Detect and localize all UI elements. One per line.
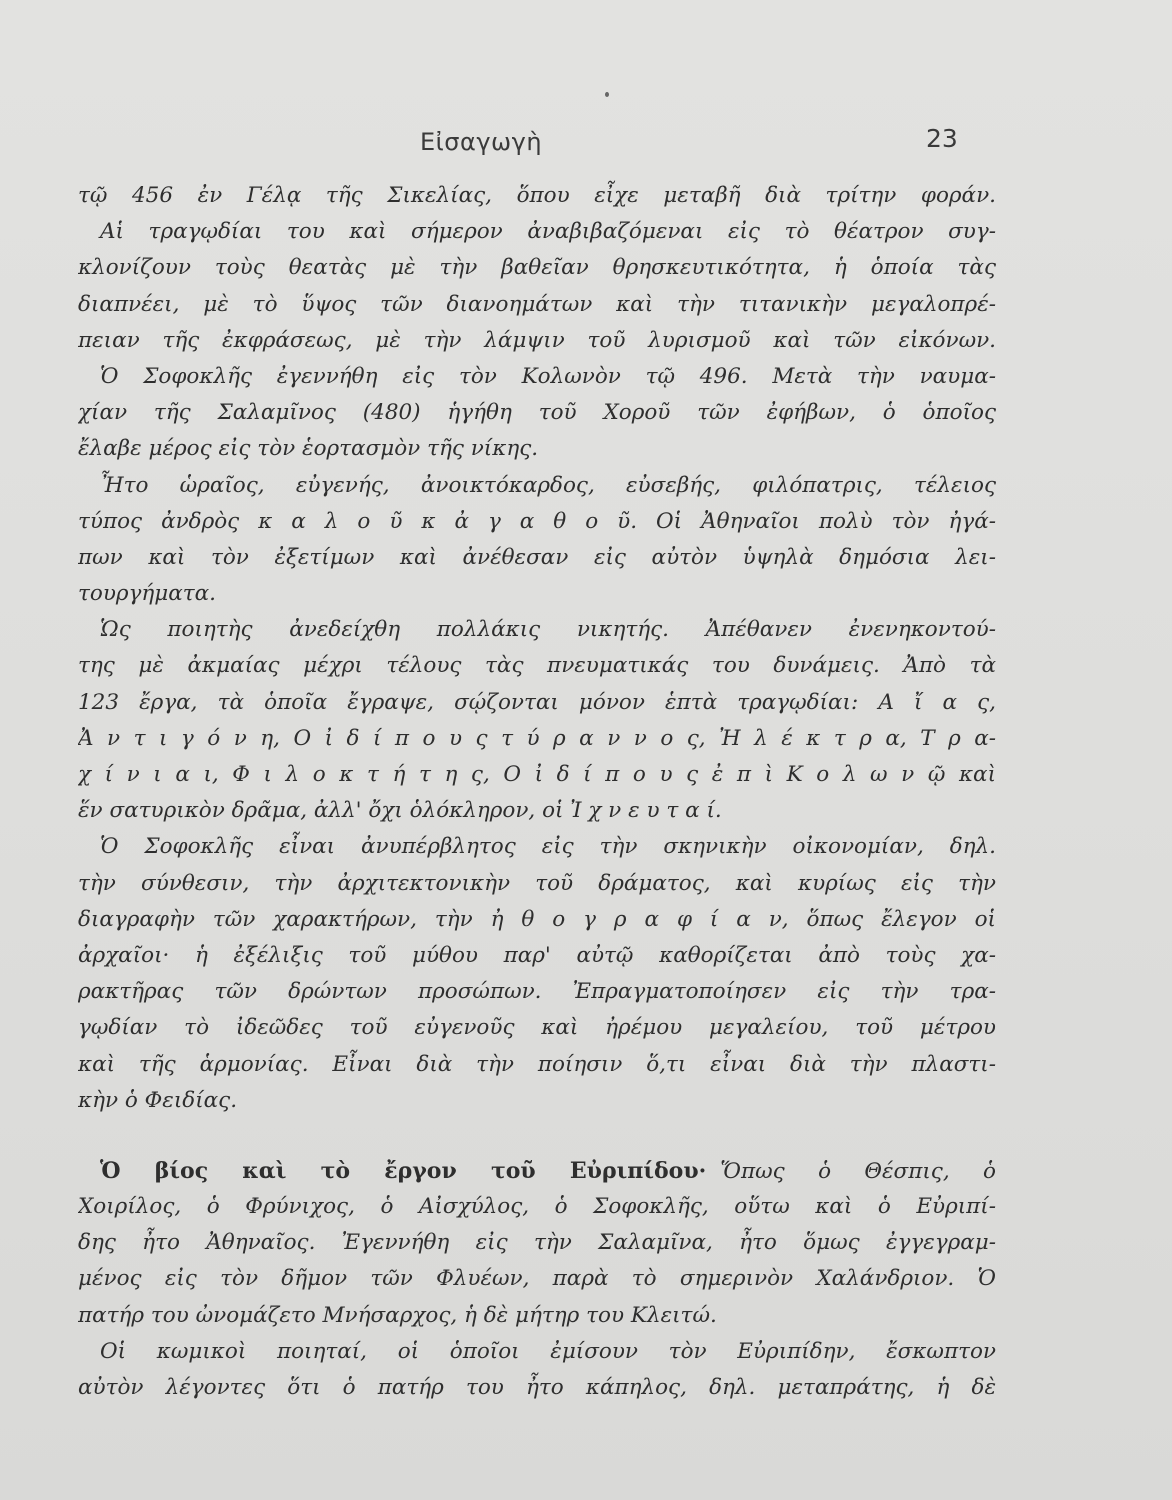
text-line: γῳδίαν τὸ ἰδεῶδες τοῦ εὐγενοῦς καὶ ἠρέμου μεγαλείου, τοῦ μέτρου bbox=[78, 1015, 996, 1041]
text-line: πατήρ του ὠνομάζετο Μνήσαρχος, ἡ δὲ μήτηρ του Κλειτώ. bbox=[78, 1302, 717, 1328]
section-heading-continuation: Ὅπως ὁ Θέσπις, ὁ bbox=[720, 1158, 996, 1184]
text-line: τὴν σύνθεσιν, τὴν ἀρχιτεκτονικὴν τοῦ δράματος, καὶ κυρίως εἰς τὴν bbox=[78, 870, 996, 896]
text-line: αὐτὸν λέγοντες ὅτι ὁ πατήρ του ἦτο κάπηλος, δηλ. μεταπράτης, ἡ δὲ bbox=[78, 1375, 996, 1400]
text-line: Οἱ κωμικοὶ ποιηταί, οἱ ὁποῖοι ἐμίσουν τὸν Εὐριπίδην, ἔσκωπτον bbox=[100, 1338, 996, 1364]
text-line: της μὲ ἀκμαίας μέχρι τέλους τὰς πνευματικάς του δυνάμεις. Ἀπὸ τὰ bbox=[78, 653, 996, 679]
text-line: τουργήματα. bbox=[78, 581, 217, 607]
section-heading: Ὁ βίος καὶ τὸ ἔργον τοῦ Εὐριπίδου· bbox=[100, 1157, 707, 1184]
text-line: καὶ τῆς ἁρμονίας. Εἶναι διὰ τὴν ποίησιν ὅ,τι εἶναι διὰ τὴν πλαστι- bbox=[78, 1051, 996, 1077]
text-line: ἀρχαῖοι· ἡ ἐξέλιξις τοῦ μύθου παρ' αὐτῷ καθορίζεται ἀπὸ τοὺς χα- bbox=[78, 942, 996, 968]
text-line: ρακτῆρας τῶν δρώντων προσώπων. Ἐπραγματοποίησεν εἰς τὴν τρα- bbox=[78, 979, 996, 1005]
running-head: Εἰσαγωγὴ bbox=[420, 128, 543, 156]
text-line: Ὁ Σοφοκλῆς ἐγεννήθη εἰς τὸν Κολωνὸν τῷ 496. Μετὰ τὴν ναυμα- bbox=[100, 363, 996, 389]
text-line: πων καὶ τὸν ἐξετίμων καὶ ἀνέθεσαν εἰς αὐτὸν ὑψηλὰ δημόσια λει- bbox=[78, 544, 996, 570]
text-line: 123 ἔργα, τὰ ὁποῖα ἔγραψε, σῴζονται μόνον ἑπτὰ τραγῳδίαι: Α ἴ α ς, bbox=[78, 689, 996, 715]
text-line: τύπος ἀνδρὸς κ α λ ο ῦ κ ἀ γ α θ ο ῦ. Οἱ Ἀθηναῖοι πολὺ τὸν ἠγά- bbox=[78, 508, 996, 534]
text-line: διαγραφὴν τῶν χαρακτήρων, τὴν ἠ θ ο γ ρ α φ ί α ν, ὅπως ἔλεγον οἱ bbox=[78, 906, 996, 932]
text-line: Αἱ τραγῳδίαι του καὶ σήμερον ἀναβιβαζόμεναι εἰς τὸ θέατρον συγ- bbox=[100, 219, 996, 245]
page-number: 23 bbox=[926, 124, 958, 153]
text-line: Ἦτο ὡραῖος, εὐγενής, ἀνοικτόκαρδος, εὐσεβής, φιλόπατρις, τέλειος bbox=[100, 472, 996, 498]
text-line: πειαν τῆς ἐκφράσεως, μὲ τὴν λάμψιν τοῦ λυρισμοῦ καὶ τῶν εἰκόνων. bbox=[78, 327, 996, 353]
section-gap bbox=[78, 1119, 996, 1153]
text-line: χίαν τῆς Σαλαμῖνος (480) ἡγήθη τοῦ Χοροῦ τῶν ἐφήβων, ὁ ὁποῖος bbox=[78, 400, 996, 426]
text-line: διαπνέει, μὲ τὸ ὕψος τῶν διανοημάτων καὶ τὴν τιτανικὴν μεγαλοπρέ- bbox=[78, 291, 996, 317]
text-line: Ὁ Σοφοκλῆς εἶναι ἀνυπέρβλητος εἰς τὴν σκηνικὴν οἰκονομίαν, δηλ. bbox=[100, 834, 996, 860]
text-line: κὴν ὁ Φειδίας. bbox=[78, 1087, 238, 1113]
text-line: Χοιρίλος, ὁ Φρύνιχος, ὁ Αἰσχύλος, ὁ Σοφοκλῆς, οὕτω καὶ ὁ Εὐριπί- bbox=[78, 1194, 996, 1220]
ink-speck bbox=[605, 92, 609, 97]
text-line: χ ί ν ι α ι, Φ ι λ ο κ τ ή τ η ς, Ο ἰ δ ί π ο υ ς ἐ π ὶ Κ ο λ ω ν ῷ καὶ bbox=[78, 762, 996, 787]
text-line: κλονίζουν τοὺς θεατὰς μὲ τὴν βαθεῖαν θρησκευτικότητα, ἡ ὁποία τὰς bbox=[78, 255, 996, 281]
body-text bbox=[78, 178, 996, 1406]
section-heading-line bbox=[78, 1153, 996, 1189]
text-line: Ὡς ποιητὴς ἀνεδείχθη πολλάκις νικητής. Ἀπέθανεν ἐνενηκοντού- bbox=[100, 617, 996, 643]
text-line: ἔλαβε μέρος εἰς τὸν ἑορτασμὸν τῆς νίκης. bbox=[78, 436, 539, 462]
text-line: ἕν σατυρικὸν δρᾶμα, ἀλλ' ὄχι ὁλόκληρον, οἱ Ἰ χ ν ε υ τ α ί. bbox=[78, 798, 722, 824]
text-line: τῷ 456 ἐν Γέλᾳ τῆς Σικελίας, ὅπου εἶχε μεταβῆ διὰ τρίτην φοράν. bbox=[78, 183, 996, 208]
text-line: Ἀ ν τ ι γ ό ν η, Ο ἰ δ ί π ο υ ς τ ύ ρ α ν ν ο ς, Ἠ λ έ κ τ ρ α, Τ ρ α- bbox=[78, 725, 996, 751]
text-line: μένος εἰς τὸν δῆμον τῶν Φλυέων, παρὰ τὸ σημερινὸν Χαλάνδριον. Ὁ bbox=[78, 1266, 996, 1292]
text-line: δης ἦτο Ἀθηναῖος. Ἐγεννήθη εἰς τὴν Σαλαμῖνα, ἦτο ὅμως ἐγγεγραμ- bbox=[78, 1230, 996, 1256]
